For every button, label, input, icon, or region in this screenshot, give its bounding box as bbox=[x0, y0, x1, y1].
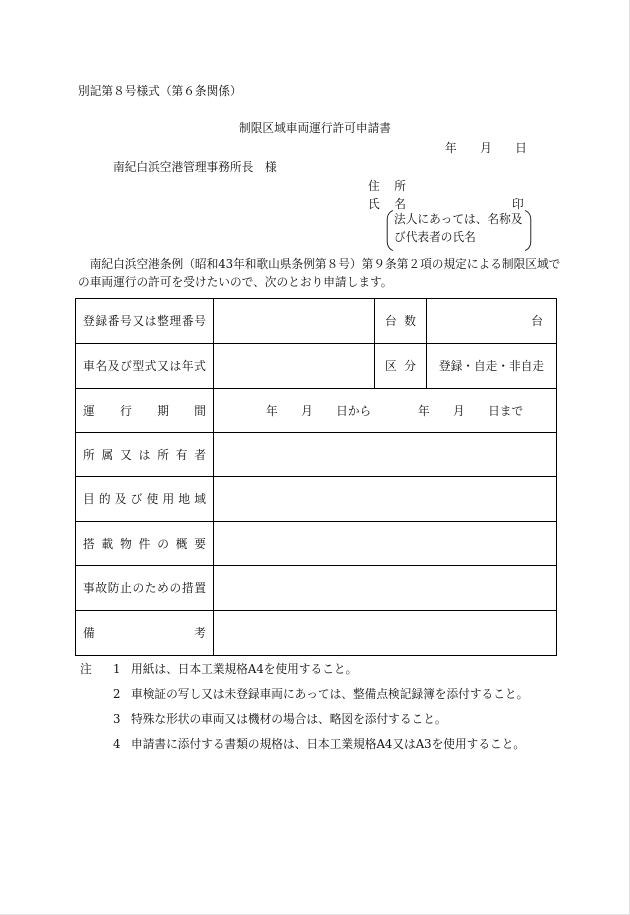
vehicle-count-label bbox=[385, 313, 416, 329]
purpose-field bbox=[214, 477, 557, 522]
address-label bbox=[368, 178, 406, 194]
form-number: 別記第８号様式（第６条関係） bbox=[78, 84, 242, 98]
label-char: 式 bbox=[144, 359, 157, 373]
label-char: 載 bbox=[101, 536, 114, 551]
cargo-label-cell bbox=[76, 522, 214, 566]
category-label-cell bbox=[375, 344, 427, 389]
owner-label bbox=[83, 447, 206, 463]
remarks-label bbox=[83, 625, 206, 641]
corporate-note bbox=[386, 210, 532, 251]
registration-number-label bbox=[83, 313, 206, 329]
label-char: 運 bbox=[83, 403, 95, 418]
seal-mark: 印 bbox=[512, 197, 524, 211]
vehicle-model-label bbox=[83, 358, 206, 374]
label-char: 搭 bbox=[83, 536, 95, 551]
label-char: 又 bbox=[120, 447, 132, 462]
note-label-spacer bbox=[80, 711, 113, 736]
corporate-note-line-1: 法人にあっては、名称及 bbox=[394, 212, 523, 226]
label-char: 地 bbox=[178, 492, 191, 506]
label-char: 又 bbox=[157, 359, 169, 373]
date-line: 年 月 日 bbox=[445, 141, 527, 155]
label-char: は bbox=[144, 314, 157, 328]
label-char: 区 bbox=[385, 359, 397, 373]
row-operation-period bbox=[76, 389, 557, 433]
category-options: 登録・自走・非自走 bbox=[438, 359, 545, 373]
application-table bbox=[75, 298, 557, 656]
label-char: 期 bbox=[157, 403, 169, 418]
registration-number-field bbox=[214, 299, 375, 344]
label-char: 名 bbox=[394, 197, 406, 211]
label-char: 考 bbox=[194, 626, 206, 640]
notes bbox=[80, 661, 528, 761]
label-char: 及 bbox=[114, 492, 127, 506]
label-char: 住 bbox=[368, 179, 380, 193]
safety-measures-label bbox=[83, 580, 206, 596]
vehicle-count-field bbox=[427, 299, 557, 344]
label-char: 者 bbox=[194, 447, 206, 462]
label-char: 物 bbox=[120, 536, 132, 551]
note-text: 特殊な形状の車両又は機材の場合は、略図を添付すること。 bbox=[131, 712, 447, 726]
notes-label: 注 bbox=[80, 662, 92, 676]
label-char: は bbox=[138, 447, 151, 462]
label-char: 所 bbox=[157, 447, 169, 462]
intro-line-2: の車両運行の許可を受けたいので、次のとおり申請します。 bbox=[78, 275, 393, 289]
label-char: 号 bbox=[194, 314, 206, 328]
label-char: 防 bbox=[107, 581, 120, 595]
note-text: 用紙は、日本工業規格A4を使用すること。 bbox=[131, 662, 358, 676]
row-cargo bbox=[76, 522, 557, 566]
label-char: 番 bbox=[107, 314, 120, 328]
note-text: 申請書に添付する書類の規格は、日本工業規格A4又はA3を使用すること。 bbox=[131, 737, 526, 751]
label-char: 要 bbox=[194, 536, 206, 551]
label-char: 整 bbox=[157, 314, 169, 328]
operation-period-field bbox=[214, 389, 557, 433]
label-char: 止 bbox=[120, 581, 132, 595]
remarks-field bbox=[214, 611, 557, 656]
cargo-field bbox=[214, 522, 557, 566]
category-field bbox=[427, 344, 557, 389]
note-item bbox=[80, 661, 528, 686]
operation-period-value: 年 月 日から 年 月 日まで bbox=[266, 403, 524, 418]
label-char: 式 bbox=[194, 359, 206, 373]
label-char: 号 bbox=[120, 314, 132, 328]
row-safety-measures bbox=[76, 566, 557, 611]
operation-period-label bbox=[83, 403, 206, 419]
label-char: 使 bbox=[146, 492, 159, 506]
operation-period-label-cell bbox=[76, 389, 214, 433]
label-char: 録 bbox=[95, 314, 108, 328]
remarks-label-cell bbox=[76, 611, 214, 656]
corporate-note-line-2: び代表者の氏名 bbox=[394, 230, 476, 244]
registration-number-label-cell bbox=[76, 299, 214, 344]
label-char: 措 bbox=[181, 581, 194, 595]
label-char: 置 bbox=[194, 581, 206, 595]
intro-line-1: 南紀白浜空港条例（昭和43年和歌山県条例第８号）第９条第２項の規定による制限区域で bbox=[89, 257, 561, 271]
label-char: 理 bbox=[169, 314, 182, 328]
label-char: 台 bbox=[385, 314, 397, 328]
note-item bbox=[80, 711, 528, 736]
intro-paragraph bbox=[78, 256, 561, 292]
addressee: 南紀白浜空港管理事務所長 様 bbox=[113, 160, 277, 174]
note-number: 3 bbox=[113, 712, 121, 726]
row-registration-number bbox=[76, 299, 557, 344]
row-remarks bbox=[76, 611, 557, 656]
note-item bbox=[80, 736, 528, 761]
label-char: た bbox=[144, 581, 157, 595]
note-number: 1 bbox=[113, 662, 121, 676]
label-char: 名 bbox=[95, 359, 108, 373]
label-char: 属 bbox=[101, 447, 114, 462]
label-char: 用 bbox=[162, 492, 175, 506]
label-char: 概 bbox=[175, 536, 188, 551]
purpose-label bbox=[83, 491, 206, 507]
label-char: び bbox=[130, 492, 143, 506]
label-char: 車 bbox=[83, 359, 95, 373]
label-char: 所 bbox=[394, 179, 406, 193]
category-label bbox=[385, 358, 416, 374]
vehicle-count-unit: 台 bbox=[531, 314, 543, 328]
note-label-spacer bbox=[80, 736, 113, 761]
label-char: 域 bbox=[194, 492, 206, 506]
label-char: 間 bbox=[194, 403, 206, 418]
label-char: は bbox=[169, 359, 182, 373]
label-char: 行 bbox=[120, 403, 132, 418]
vehicle-model-label-cell bbox=[76, 344, 214, 389]
label-char: 的 bbox=[98, 492, 111, 506]
purpose-label-cell bbox=[76, 477, 214, 522]
label-char: 及 bbox=[107, 359, 120, 373]
row-vehicle-model bbox=[76, 344, 557, 389]
label-char: 備 bbox=[83, 626, 95, 640]
label-char: 氏 bbox=[368, 197, 380, 211]
note-label-spacer bbox=[80, 686, 113, 711]
safety-measures-label-cell bbox=[76, 566, 214, 611]
label-char: 年 bbox=[181, 359, 194, 373]
label-char: の bbox=[157, 536, 169, 551]
label-char: 件 bbox=[138, 536, 151, 551]
cargo-label bbox=[83, 536, 206, 552]
owner-field bbox=[214, 433, 557, 477]
label-char: び bbox=[120, 359, 132, 373]
vehicle-count-label-cell bbox=[375, 299, 427, 344]
label-char: 又 bbox=[132, 314, 145, 328]
label-char: 数 bbox=[404, 314, 416, 328]
left-bracket bbox=[386, 210, 394, 251]
label-char: 事 bbox=[83, 581, 95, 595]
vehicle-model-field bbox=[214, 344, 375, 389]
note-text: 車検証の写し又は未登録車両にあっては、整備点検記録簿を添付すること。 bbox=[131, 687, 529, 701]
label-char: 故 bbox=[95, 581, 108, 595]
label-char: 登 bbox=[83, 314, 95, 328]
label-char: 分 bbox=[404, 359, 416, 373]
note-item bbox=[80, 686, 528, 711]
row-purpose bbox=[76, 477, 557, 522]
label-char: 番 bbox=[181, 314, 194, 328]
note-number: 4 bbox=[113, 737, 121, 751]
label-char: 有 bbox=[175, 447, 188, 462]
label-char: の bbox=[169, 581, 182, 595]
owner-label-cell bbox=[76, 433, 214, 477]
label-char: 所 bbox=[83, 447, 95, 462]
row-owner bbox=[76, 433, 557, 477]
safety-measures-field bbox=[214, 566, 557, 611]
right-bracket bbox=[524, 210, 532, 251]
form-title: 制限区域車両運行許可申請書 bbox=[239, 121, 391, 135]
label-char: め bbox=[157, 581, 169, 595]
note-number: 2 bbox=[113, 687, 121, 701]
label-char: 目 bbox=[83, 492, 95, 506]
label-char: の bbox=[132, 581, 145, 595]
label-char: 型 bbox=[132, 359, 145, 373]
